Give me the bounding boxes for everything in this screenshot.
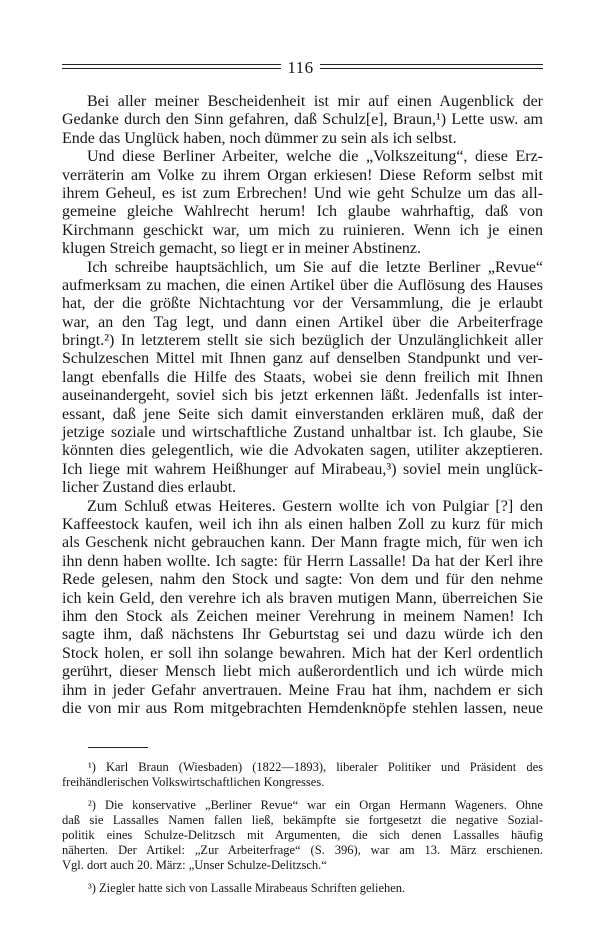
text-line: bringt.²) In letzterem stellt sie sich bezüglich der Unzulänglichkeit aller	[62, 332, 543, 350]
text-line: die von mir aus Rom mitgebrachten Hemdenknöpfe stehlen lassen, neue	[62, 699, 543, 717]
text-line: Ende das Unglück haben, noch dümmer zu sein als ich selbst.	[62, 129, 457, 147]
paragraph	[62, 259, 543, 498]
text-line: ihm den Stock als Zeichen meiner Verehrung in meinem Namen! Ich	[62, 607, 543, 625]
text-line: Gedanke durch den Sinn gefahren, daß Schulz[e], Braun,¹) Lette usw. am	[62, 111, 543, 129]
header-double-rule-left	[62, 64, 281, 69]
text-line: Kirchmann geschickt war, um mich zu ruinieren. Wenn ich je einen	[62, 221, 543, 239]
paragraph	[62, 93, 543, 148]
body-text	[62, 93, 543, 718]
footnote-line: politik eines Schulze-Delitzsch mit Argumenten, die sich denen Lassalles häufig	[62, 828, 543, 842]
footnote-line: ³) Ziegler hatte sich von Lassalle Mirabeaus Schriften geliehen.	[88, 881, 406, 895]
text-line: licher Zustand dies erlaubt.	[62, 479, 237, 497]
text-line: könnten dies gelegentlich, wie die Advokaten sagen, utiliter akzeptieren.	[62, 442, 543, 460]
footnote-separator	[88, 747, 148, 748]
footnote	[62, 798, 543, 873]
footnote	[62, 881, 543, 896]
text-line: auseinandergeht, soviel sich bis jetzt erkennen läßt. Jedenfalls ist inter-	[62, 387, 543, 405]
page-number: 116	[287, 58, 314, 77]
text-line: Kaffeestock kaufen, weil ich ihn als einen halben Zoll zu kurz für mich	[62, 515, 543, 533]
text-line: ich kein Geld, den verehre ich als braven mutigen Mann, überreichen Sie	[62, 589, 543, 607]
text-line: Stock holen, er soll ihn solange bewahren. Mich hat der Kerl ordentlich	[62, 644, 543, 662]
text-line: Schulzeschen Mittel mit Ihnen ganz auf denselben Standpunkt und ver-	[62, 350, 543, 368]
footnote	[62, 760, 543, 790]
footnote-line: näherten. Der Artikel: „Zur Arbeiterfrage“ (S. 396), war am 13. März erschienen.	[62, 843, 543, 857]
text-line: verräterin am Volke zu ihrem Organ erkiesen! Diese Reform selbst mit	[62, 166, 543, 184]
text-line: war, an den Tag legt, und dann einen Artikel über die Arbeiterfrage	[62, 313, 543, 331]
paragraph	[62, 148, 543, 258]
text-line: sagte ihm, daß nächstens Ihr Geburtstag sei und dazu würde ich den	[62, 626, 543, 644]
page-header	[62, 58, 543, 78]
text-line: klugen Streich gemacht, so liegt er in meiner Abstinenz.	[62, 240, 422, 258]
text-line: gemeine gleiche Wahlrecht herum! Ich glaube wahrhaftig, daß von	[62, 203, 543, 221]
text-line: hat, der die größte Nichtachtung vor der Versammlung, die je erlaubt	[62, 295, 543, 313]
text-line: Und diese Berliner Arbeiter, welche die „Volkszeitung“, diese Erz-	[87, 148, 543, 166]
text-line: Ich liege mit wahrem Heißhunger auf Mirabeau,³) soviel mein unglück-	[62, 460, 543, 478]
text-line: ihm in jeder Gefahr anvertrauen. Meine Frau hat ihm, nachdem er sich	[62, 681, 543, 699]
text-line: essant, daß jene Seite sich damit einverstanden erklären muß, daß der	[62, 405, 543, 423]
footnotes	[62, 760, 543, 896]
footnote-line: Vgl. dort auch 20. März: „Unser Schulze-Delitzsch.“	[62, 858, 327, 872]
paragraph	[62, 498, 543, 719]
text-line: Bei aller meiner Bescheidenheit ist mir auf einen Augenblick der	[87, 93, 543, 110]
text-line: als Geschenk nicht gebrauchen kann. Der Mann fragte mich, für wen ich	[62, 534, 543, 552]
footnote-line: daß sie Lassalles Namen fallen ließ, bekämpfte sie fortgesetzt die negative Sozial-	[62, 813, 543, 827]
text-line: jetzige soziale und wirtschaftliche Zustand unhaltbar ist. Ich glaube, Sie	[62, 424, 543, 442]
footnote-line: ¹) Karl Braun (Wiesbaden) (1822—1893), liberaler Politiker und Präsident des	[88, 760, 543, 774]
footnote-line: ²) Die konservative „Berliner Revue“ war ein Organ Hermann Wageners. Ohne	[88, 798, 543, 812]
text-line: ihn denn haben wollte. Ich sagte: für Herrn Lassalle! Da hat der Kerl ihre	[62, 552, 543, 570]
text-line: Ich schreibe hauptsächlich, um Sie auf die letzte Berliner „Revue“	[87, 258, 543, 276]
text-line: langt ebenfalls die Hilfe des Staats, wobei sie denn freilich mit Ihnen	[62, 368, 543, 386]
footnote-line: freihändlerischen Volkswirtschaftlichen Kongresses.	[62, 775, 325, 789]
text-line: ihrem Geheul, es ist zum Erbrechen! Und wie geht Schulze um das all-	[62, 184, 543, 202]
text-line: Rede gelesen, nahm den Stock und sagte: Von dem und für den nehme	[62, 571, 543, 589]
text-line: Zum Schluß etwas Heiteres. Gestern wollte ich von Pulgiar [?] den	[87, 497, 543, 515]
text-line: gerührt, dieser Mensch liebt mich außerordentlich und ich würde mich	[62, 663, 543, 681]
header-double-rule-right	[320, 64, 543, 69]
text-line: aufmerksam zu machen, die einen Artikel über die Auflösung des Hauses	[62, 276, 543, 294]
